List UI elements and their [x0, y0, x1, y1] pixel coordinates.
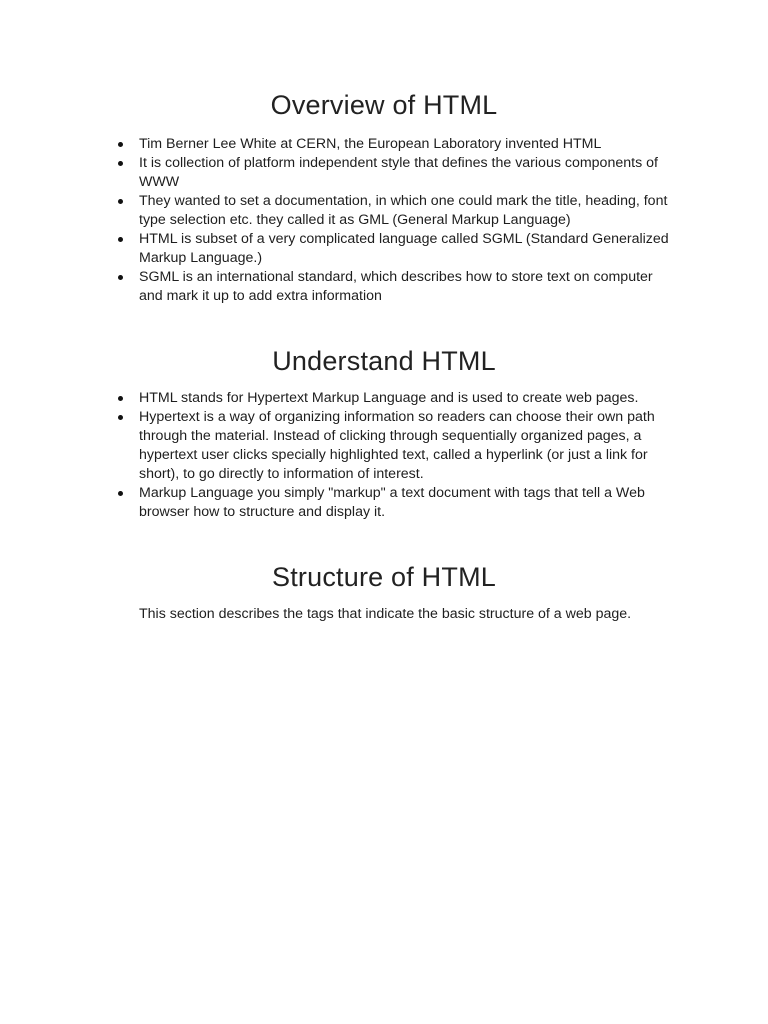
list-item: [139, 268, 679, 306]
list-item: [139, 230, 679, 268]
bullet-icon: [118, 142, 123, 147]
bullet-icon: [118, 491, 123, 496]
list-item: [139, 135, 679, 154]
list-item: [139, 192, 679, 230]
section-overview: [0, 89, 768, 121]
list-item-text: It is collection of platform independent style that defines the various components of WWW: [139, 155, 658, 190]
list-item: [139, 408, 679, 484]
list-item-text: HTML stands for Hypertext Markup Language and is used to create web pages.: [139, 390, 639, 406]
bullet-list-understand: [139, 389, 679, 522]
bullet-icon: [118, 237, 123, 242]
list-item-text: SGML is an international standard, which describes how to store text on computer and mark it up to add extra information: [139, 269, 653, 304]
list-item-text: They wanted to set a documentation, in which one could mark the title, heading, font type selection etc. they called it as GML (General Markup Language): [139, 193, 668, 228]
section-heading: Structure of HTML: [272, 562, 496, 592]
section-paragraph: This section describes the tags that indicate the basic structure of a web page.: [139, 606, 632, 622]
section-heading: Understand HTML: [272, 346, 496, 376]
bullet-list-overview: [139, 135, 679, 306]
bullet-icon: [118, 415, 123, 420]
bullet-icon: [118, 396, 123, 401]
section-heading: Overview of HTML: [270, 90, 498, 120]
bullet-icon: [118, 161, 123, 166]
list-item: [139, 484, 679, 522]
list-item-text: Tim Berner Lee White at CERN, the European Laboratory invented HTML: [139, 136, 602, 152]
list-item: [139, 154, 679, 192]
section-understand: [0, 345, 768, 377]
list-item-text: HTML is subset of a very complicated language called SGML (Standard Generalized Markup Language.): [139, 231, 669, 266]
list-item-text: Markup Language you simply "markup" a text document with tags that tell a Web browser how to structure and display it.: [139, 485, 645, 520]
list-item-text: Hypertext is a way of organizing information so readers can choose their own path through the material. Instead of clicking through sequentially organized pages, a hypertext user clicks specially highlighted text, called a hyperlink (or just a link for short), to go directly to information of interest.: [139, 409, 655, 482]
bullet-icon: [118, 275, 123, 280]
section-structure: [0, 561, 768, 593]
bullet-icon: [118, 199, 123, 204]
list-item: [139, 389, 679, 408]
